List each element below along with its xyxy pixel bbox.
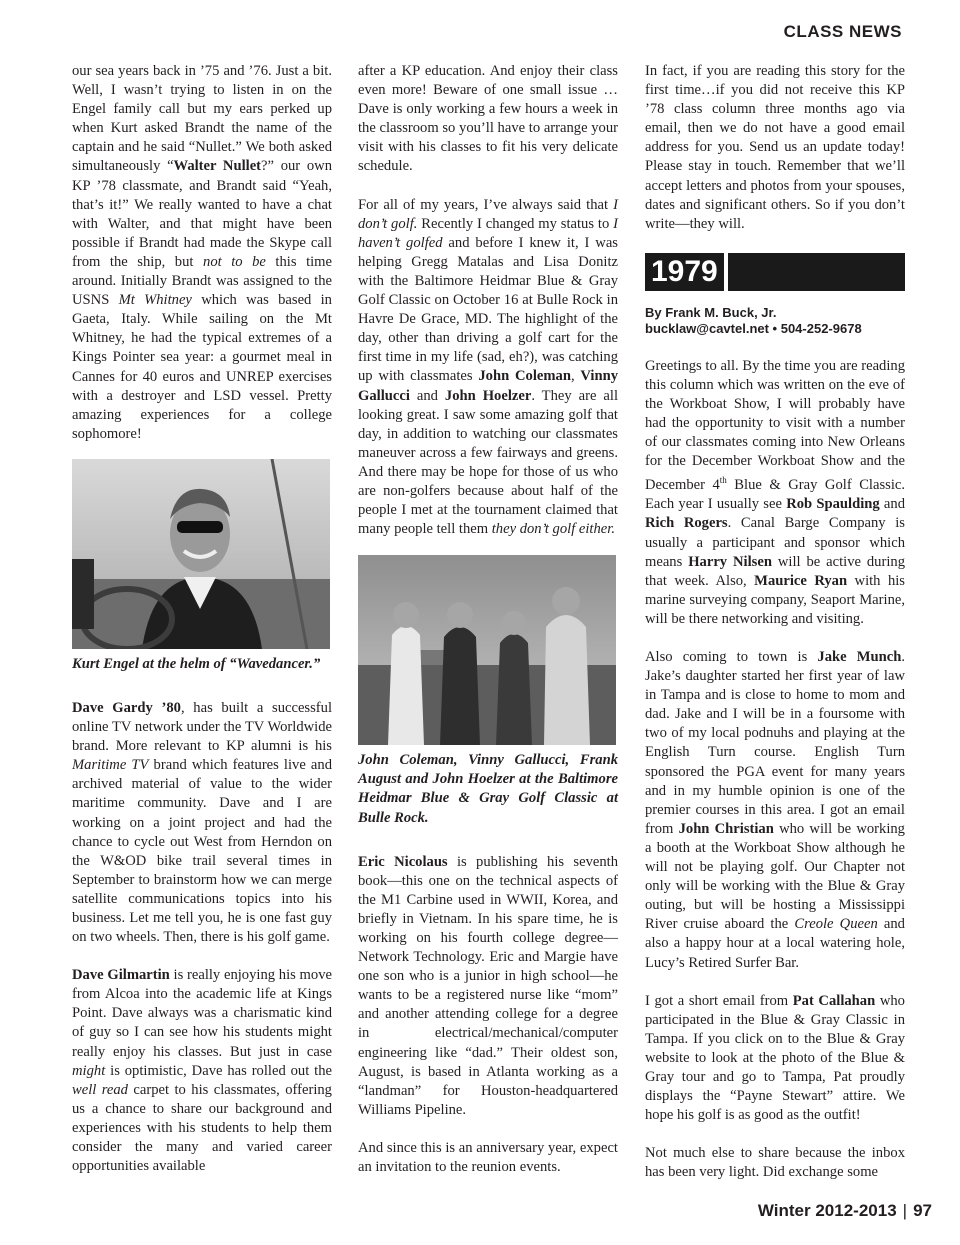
paragraph-gilmartin: Dave Gilmartin is really enjoying his move from Alcoa into the academic life at Kings Point. Dave always was a charismatic kind of guy so I can see how his students might really enjoy his classes. But just in case might is optimistic, Dave has rolled out the well read carpet to his classmates, offering us a chance to share our background and experiences with his students to help them consider the many and varied career opportunities available	[72, 967, 332, 1175]
photo-kurt-engel	[72, 459, 330, 649]
issue-label: Winter 2012-2013	[757, 1201, 897, 1220]
paragraph-closing: Not much else to share because the inbox has been very light. Did exchange some	[645, 1145, 905, 1181]
paragraph-anniversary: And since this is an anniversary year, expect an invitation to the reunion events.	[358, 1139, 618, 1176]
section-label: CLASS NEWS	[783, 22, 902, 41]
column-1	[72, 62, 332, 1195]
page-number: 97	[913, 1201, 932, 1220]
byline	[645, 305, 905, 337]
paragraph-gilmartin-continued: after a KP education. And enjoy their class even more! Beware of one small issue … Dave is only working a few hours a week in the classroom so you’ll have to arrange your visit with his classes to fit his very delicate schedule.	[358, 63, 618, 175]
paragraph-golf-classic: For all of my years, I’ve always said that I don’t golf. Recently I changed my status to I haven’t golfed and before I knew it, I was helping Gregg Matalas and Lisa Donitz with the Baltimore Heidmar Blue & Gray Golf Classic on October 16 at Bulle Rock in Havre De Grace, MD. The highlight of the day, other than driving a golf cart for the first time in my life (sad, eh?), was catching up with classmates John Coleman, Vinny Gallucci and John Hoelzer. They are all looking great. I saw some amazing golf that day, in addition to watching our classmates maneuver across a few fairways and greens. And there may be hope for those of us who are non-golfers because about half of the people I met at the tournament claimed that many people tell them they don’t golf either.	[358, 196, 619, 538]
photo-caption-engel: Kurt Engel at the helm of “Wavedancer.”	[72, 655, 321, 672]
photo-golf-group-image	[358, 555, 616, 745]
paragraph-callahan: I got a short email from Pat Callahan who participated in the Blue & Gray Classic in Tampa. If you click on to the Blue & Gray website to look at the photo of the Blue & Gray tour and go to Tampa, Pat proudly displays the “Payne Stewart” attire. We hope his golf is as good as the outfit!	[645, 992, 905, 1124]
paragraph-greetings: Greetings to all. By the time you are reading this column which was written on the eve of the Workboat Show, I will probably have had the opportunity to visit with a number of our classmates coming into New Orleans for the December Workboat Show and the December 4th Blue & Gray Golf Classic. Each year I usually see Rob Spaulding and Rich Rogers. Canal Barge Company is usually a participant and sponsor which means Harry Nilsen will be active during that week. Also, Maurice Ryan with his marine surveying company, Seaport Marine, will be there networking and visiting.	[645, 357, 906, 627]
class-year: 1979	[645, 253, 728, 291]
photo-kurt-engel-image	[72, 459, 330, 649]
paragraph-nicolaus: Eric Nicolaus is publishing his seventh book—this one on the technical aspects of the M1 Carbine used in WWII, Korea, and briefly in Vietnam. In his spare time, he is working on his fourth college degree—Network Technology. Eric and Margie have one son who is a junior in high school—he wants to be a registered nurse like “mom” and another attending college for a degree in electrical/mechanical/computer engineering like “dad.” Their oldest son, August, is based in Atlanta working as a “landman” for Houston-headquartered Williams Pipeline.	[358, 853, 618, 1118]
photo-golf-group	[358, 555, 616, 745]
class-year-banner	[645, 253, 905, 291]
column-2	[358, 62, 618, 1196]
byline-contact: bucklaw@cavtel.net • 504-252-9678	[645, 320, 862, 336]
paragraph-engel: our sea years back in ’75 and ’76. Just a bit. Well, I wasn’t trying to listen in on the Engel family call but my ears perked up when Kurt asked Brandt the name of the captain and he said “Nullet.” We both asked simultaneously “Walter Nullet?” our own KP ’78 classmate, and Brandt said “Yeah, that’s it!” We really wanted to have a chat with Walter, and that might have been possible if Brandt had made the Skype call from the ship, but not to be this time around. Initially Brandt was assigned to the USNS Mt Whitney which was based in Gaeta, Italy. While sailing on the Mt Whitney, he had the typical extremes of a Kings Pointer sea year: a gourmet meal in Cannes for 40 euros and UNREP exercises with a destroyer and LSD vessel. Pretty amazing experiences for a college sophomore!	[72, 63, 333, 442]
paragraph-stay-in-touch: In fact, if you are reading this story for the first time…if you did not receive this KP ’78 class column three months ago via email, then we do not have a good email address for you. Send us an update today! Please stay in touch. Remember that we’ll accept letters and photos from your spouses, dates and significant others. So if you don’t write—they will.	[645, 63, 905, 232]
photo-caption-golf: John Coleman, Vinny Gallucci, Frank August and John Hoelzer at the Baltimore Heidmar Blue & Gray Golf Classic at Bulle Rock.	[358, 752, 618, 826]
paragraph-munch: Also coming to town is Jake Munch. Jake’s daughter started her first year of law in Tampa and is close to home to mom and dad. Jake and I will be in a foursome with two of my local podnuhs and playing at the English Turn course. English Turn sponsored the PGA event for many years and in my humble opinion is one of the premier courses in this area. I got an email from John Christian who will be working a booth at the Workboat Show although he will not be playing golf. Our Chapter not only will be working with the Blue & Gray outing, but will be hosting a Mississippi River cruise aboard the Creole Queen and also a happy hour at a local watering hole, Lucy’s Retired Surfer Bar.	[645, 649, 906, 971]
paragraph-gardy: Dave Gardy ’80, has built a successful online TV network under the TV Worldwide brand. More relevant to KP alumni is his Maritime TV brand which features live and archived material of value to the wider maritime community. Dave and I are working on a joint project and had the chance to cycle out West from Herndon on the W&OD bike trail several times in September to brainstorm how we can merge satellite communications topics into his business. Let me tell you, he is one fast guy on two wheels. Then, there is his golf game.	[72, 699, 332, 946]
page-footer	[758, 1201, 932, 1221]
column-3	[645, 62, 905, 1201]
footer-separator: |	[902, 1201, 908, 1220]
byline-name: By Frank M. Buck, Jr.	[645, 304, 777, 320]
